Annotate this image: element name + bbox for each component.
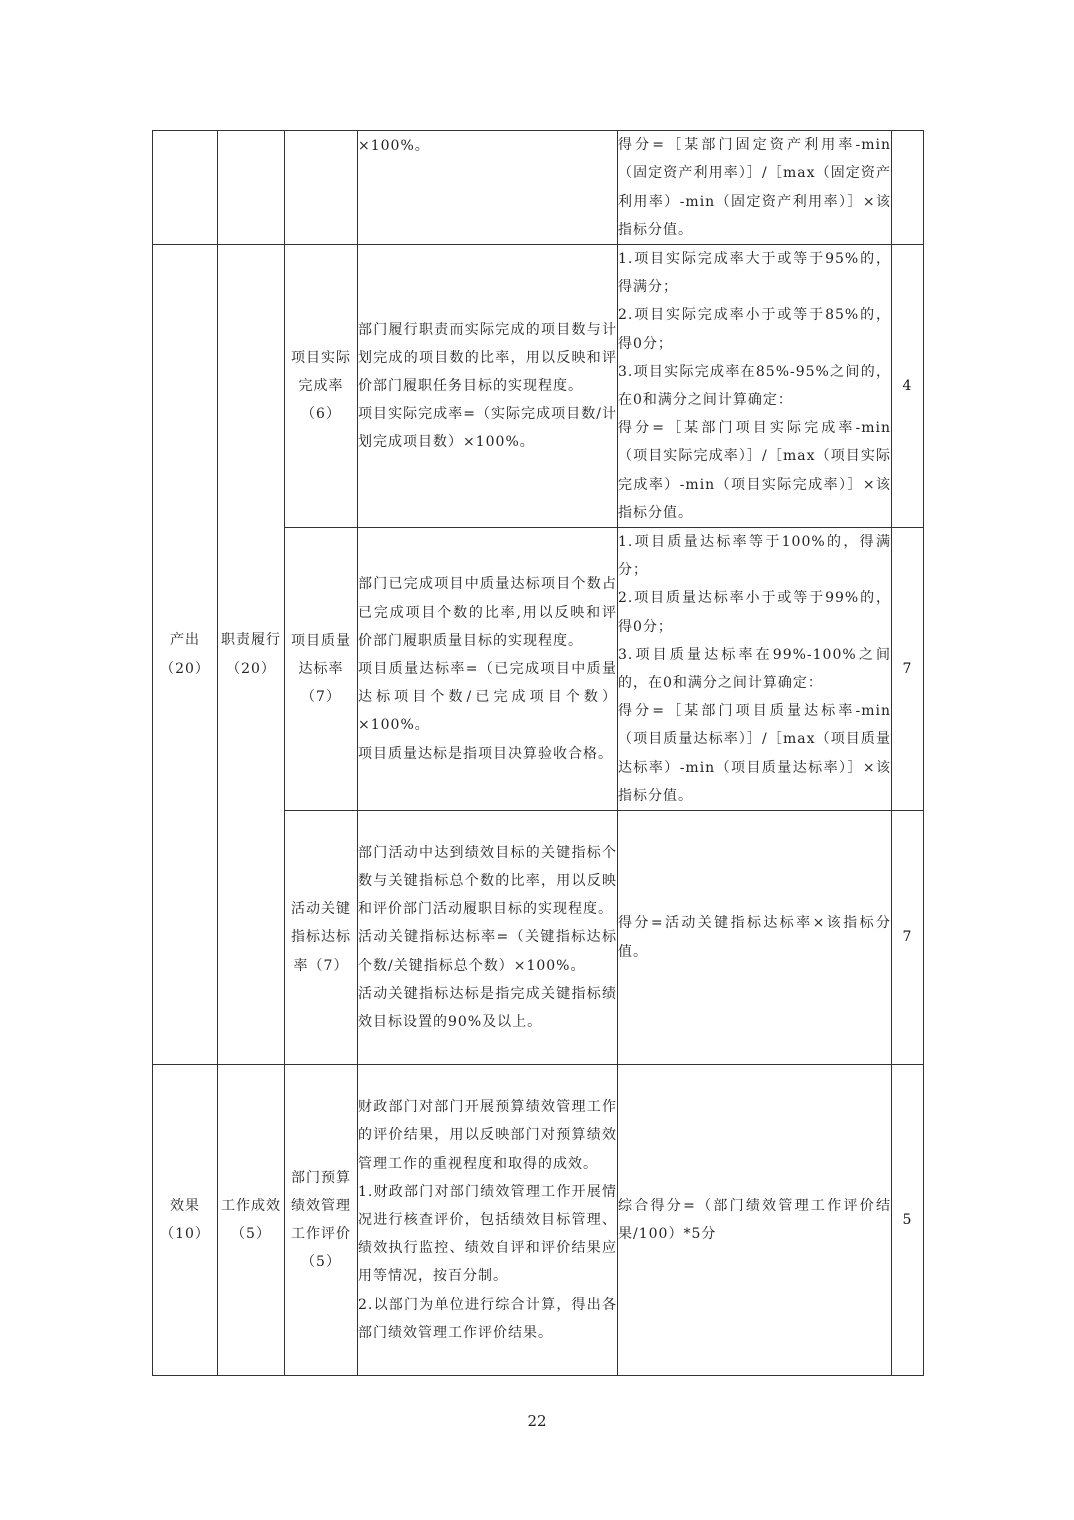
- table-row: [153, 245, 924, 528]
- table-row: [153, 131, 924, 245]
- page-number: 22: [527, 1412, 547, 1430]
- scoring-rule-line: 2.项目实际完成率小于或等于85%的，得0分；: [618, 307, 891, 352]
- description-cell: [358, 131, 618, 245]
- score-cell: [892, 131, 924, 245]
- level2-cell: 工作成效（5）: [218, 1065, 285, 1376]
- scoring-rule-line: 得分=［某部门项目实际完成率-min（项目实际完成率）］/［max（项目实际完成率）-min（项目实际完成率）］×该指标分值。: [618, 420, 891, 521]
- scoring-rule-cell: [618, 528, 892, 811]
- evaluation-table: [152, 130, 924, 1376]
- description-line: 活动关键指标达标率=（关键指标达标个数/关键指标总个数）×100%。: [358, 929, 617, 974]
- level2-cell: [218, 131, 285, 245]
- description-cell: [358, 811, 618, 1065]
- scoring-rule-line: 1.项目实际完成率大于或等于95%的，得满分；: [618, 251, 891, 296]
- description-line: 部门履行职责而实际完成的项目数与计划完成的项目数的比率，用以反映和评价部门履职任务目标的实现程度。: [358, 321, 617, 394]
- score-cell: 7: [892, 528, 924, 811]
- description-cell: [358, 528, 618, 811]
- score-cell: 5: [892, 1065, 924, 1376]
- description-cell: [358, 245, 618, 528]
- description-line: ×100%。: [358, 138, 430, 154]
- description-line: 部门活动中达到绩效目标的关键指标个数与关键指标总个数的比率，用以反映和评价部门活动履职目标的实现程度。: [358, 844, 617, 918]
- scoring-rule-cell: [618, 1065, 892, 1376]
- scoring-rule-line: 2.项目质量达标率小于或等于99%的，得0分；: [618, 590, 891, 635]
- scoring-rule-cell: [618, 811, 892, 1065]
- indicator-cell: 部门预算绩效管理工作评价（5）: [285, 1065, 358, 1376]
- description-cell: [358, 1065, 618, 1376]
- indicator-cell: 项目实际完成率（6）: [285, 245, 358, 528]
- scoring-rule-cell: [618, 131, 892, 245]
- indicator-cell: [285, 131, 358, 245]
- description-line: 项目质量达标是指项目决算验收合格。: [358, 745, 613, 762]
- description-line: 活动关键指标达标是指完成关键指标绩效目标设置的90%及以上。: [358, 985, 617, 1031]
- description-line: 1.财政部门对部门绩效管理工作开展情况进行核查评价，包括绩效目标管理、绩效执行监控、绩效自评和评价结果应用等情况，按百分制。: [358, 1183, 617, 1285]
- level2-cell: 职责履行（20）: [218, 245, 285, 1065]
- score-cell: 4: [892, 245, 924, 528]
- description-line: 财政部门对部门开展预算绩效管理工作的评价结果，用以反映部门对预算绩效管理工作的重视程度和取得的成效。: [358, 1099, 617, 1172]
- indicator-cell: 项目质量达标率（7）: [285, 528, 358, 811]
- scoring-rule-line: 得分=［某部门固定资产利用率-min（固定资产利用率）］/［max（固定资产利用率）-min（固定资产利用率）］×该指标分值。: [618, 137, 891, 238]
- scoring-rule-line: 得分=活动关键指标达标率×该指标分值。: [618, 915, 891, 960]
- indicator-cell: 活动关键指标达标率（7）: [285, 811, 358, 1065]
- scoring-rule-line: 综合得分=（部门绩效管理工作评价结果/100）*5分: [618, 1197, 891, 1243]
- level1-cell: [153, 131, 218, 245]
- level1-cell: 产出（20）: [153, 245, 218, 1065]
- scoring-rule-line: 3.项目实际完成率在85%-95%之间的，在0和满分之间计算确定：: [618, 363, 891, 409]
- scoring-rule-cell: [618, 245, 892, 528]
- table-row: [153, 1065, 924, 1376]
- description-line: 项目实际完成率=（实际完成项目数/计划完成项目数）×100%。: [358, 406, 617, 451]
- score-cell: 7: [892, 811, 924, 1065]
- scoring-rule-line: 3.项目质量达标率在99%-100%之间的，在0和满分之间计算确定：: [618, 646, 891, 692]
- description-line: 部门已完成项目中质量达标项目个数占已完成项目个数的比率,用以反映和评价部门履职质量目标的实现程度。: [358, 576, 617, 649]
- scoring-rule-line: 1.项目质量达标率等于100%的，得满分；: [618, 534, 891, 579]
- scoring-rule-line: 得分=［某部门项目质量达标率-min（项目质量达标率）］/［max（项目质量达标率）-min（项目质量达标率）］×该指标分值。: [618, 703, 891, 804]
- description-line: 2.以部门为单位进行综合计算，得出各部门绩效管理工作评价结果。: [358, 1296, 617, 1341]
- description-line: 项目质量达标率=（已完成项目中质量达标项目个数/已完成项目个数）×100%。: [358, 660, 617, 734]
- level1-cell: 效果（10）: [153, 1065, 218, 1376]
